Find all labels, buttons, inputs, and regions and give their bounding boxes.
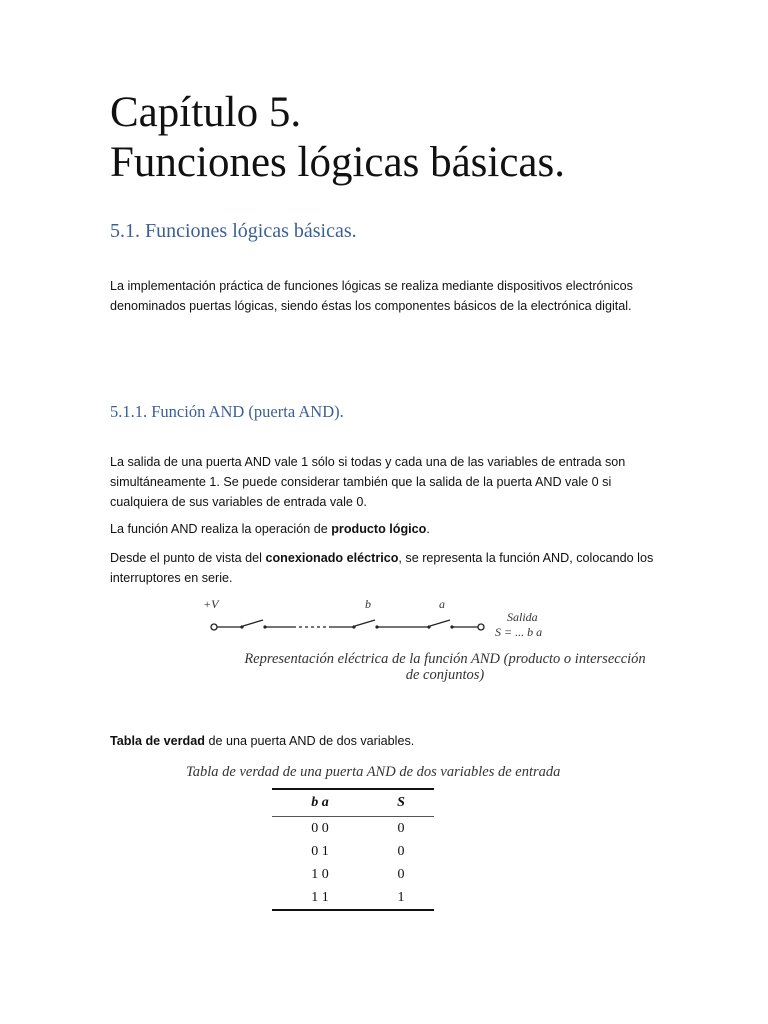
table-row [272,817,434,841]
subsection-heading: 5.1.1. Función AND (puerta AND). [110,402,344,421]
header-output: S [397,795,405,810]
header-inputs: b a [311,795,329,810]
table-row [272,863,434,886]
output-cell: 0 [397,820,405,836]
supply-terminal [211,624,217,630]
output-cell: 0 [397,843,405,859]
chapter-title [110,88,565,188]
supply-label: +V [203,597,219,611]
inputs-cell: 1 0 [311,866,329,882]
and-definition-paragraph: La salida de una puerta AND vale 1 sólo si todas y cada una de las variables de entrada son simultáneamente 1. Se puede considerar también que la salida de la puerta AND vale 0 si cualquiera de sus variables de entrada vale 0. [110,455,626,509]
truth-table-intro: Tabla de verdad de una puerta AND de dos variables. [110,734,415,748]
logical-product-term: producto lógico [331,522,427,536]
switch-b [355,620,375,626]
table-header-row [272,789,434,817]
electrical-wiring-paragraph: Desde el punto de vista del conexionado eléctrico, se representa la función AND, colocando los interruptores en serie. [110,551,654,585]
inputs-cell: 0 1 [311,843,329,859]
chapter-number: Capítulo 5. [110,89,302,136]
circuit-caption: Representación eléctrica de la función AND (producto o intersección de conjuntos) [244,651,646,683]
inputs-cell: 1 1 [311,889,329,905]
switch-1 [243,620,263,626]
output-label: Salida [507,610,538,624]
inputs-cell: 0 0 [311,820,329,836]
output-expression: S = ... b a [495,625,543,639]
and-series-circuit-diagram [195,594,575,646]
table-row [272,840,434,863]
intro-paragraph: La implementación práctica de funciones lógicas se realiza mediante dispositivos electrónicos denominados puertas lógicas, siendo éstas los componentes básicos de la electrónica digital. [110,279,633,313]
electrical-wiring-term: conexionado eléctrico [265,551,399,565]
truth-table-caption: Tabla de verdad de una puerta AND de dos variables de entrada [186,764,561,780]
and-truth-table [272,788,434,911]
switch-a [430,620,450,626]
truth-table-term: Tabla de verdad [110,734,205,748]
output-cell: 0 [397,866,405,882]
table-row [272,886,434,910]
logical-product-paragraph: La función AND realiza la operación de producto lógico. [110,522,430,536]
chapter-name: Funciones lógicas básicas. [110,139,565,186]
switch-b-label: b [365,597,371,611]
switch-a-label: a [439,597,445,611]
output-terminal [478,624,484,630]
output-cell: 1 [397,889,405,905]
section-heading: 5.1. Funciones lógicas básicas. [110,220,357,242]
